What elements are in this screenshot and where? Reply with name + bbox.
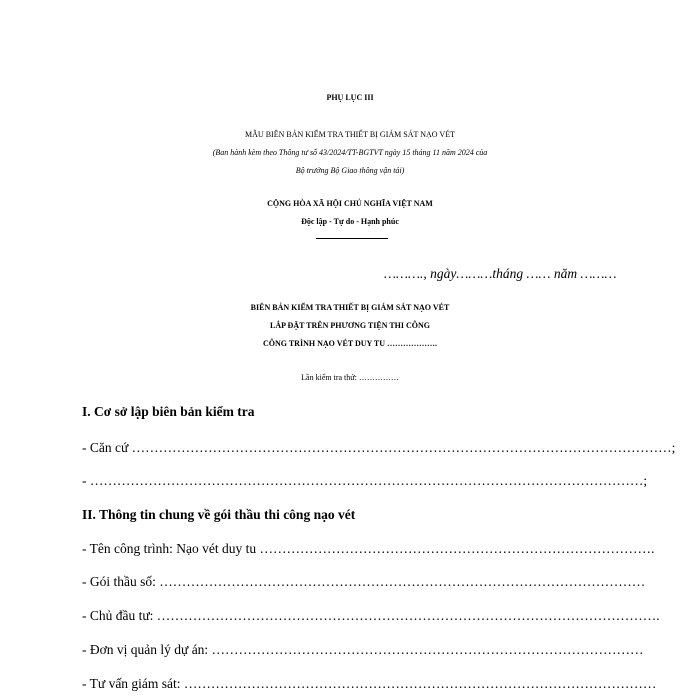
inspection-count: Lần kiểm tra thứ: …………… (301, 373, 399, 382)
section2-item-project-manager: - Đơn vị quản lý dự án: …………………………………………………………………………………… (82, 642, 644, 657)
section2-heading: II. Thông tin chung về gói thầu thi công nạo vét (82, 507, 356, 522)
report-title-line-3: CÔNG TRÌNH NẠO VÉT DUY TU ………………. (262, 339, 438, 348)
section2-item-project-name: - Tên công trình: Nạo vét duy tu ……………………………………………………………………………. (82, 541, 655, 556)
appendix-label: PHỤ LỤC III (326, 93, 374, 102)
report-title-line-2: LẮP ĐẶT TRÊN PHƯƠNG TIỆN THI CÔNG (269, 321, 431, 330)
section1-item: - ……………………………………………………………………………………………………………; (82, 473, 648, 488)
section1-item: - Căn cứ …………………………………………………………………………………………………………; (82, 440, 676, 455)
section2-item-investor: - Chủ đầu tư: …………………………………………………………………………………………………. (82, 608, 660, 623)
date-line: ………., ngày………tháng …… năm ……… (384, 266, 617, 281)
form-title: MẪU BIÊN BẢN KIỂM TRA THIẾT BỊ GIÁM SÁT NẠO VÉT (245, 130, 455, 139)
national-name: CỘNG HÒA XÃ HỘI CHỦ NGHĨA VIỆT NAM (267, 199, 433, 208)
section2-item-supervision-consultant: - Tư vấn giám sát: …………………………………………………………………………………………… (82, 676, 657, 691)
motto-underline (316, 238, 388, 239)
section1-heading: I. Cơ sở lập biên bản kiểm tra (82, 404, 255, 419)
national-motto: Độc lập - Tự do - Hạnh phúc (301, 217, 399, 226)
report-title-line-1: BIÊN BẢN KIỂM TRA THIẾT BỊ GIÁM SÁT NẠO VÉT (250, 303, 450, 312)
issued-line-2: Bộ trưởng Bộ Giao thông vận tải) (295, 166, 405, 175)
issued-line-1: (Ban hành kèm theo Thông tư số 43/2024/TT-BGTVT ngày 15 tháng 11 năm 2024 của (212, 148, 488, 157)
section2-item-package-number: - Gói thầu số: ……………………………………………………………………………………………… (82, 574, 646, 589)
